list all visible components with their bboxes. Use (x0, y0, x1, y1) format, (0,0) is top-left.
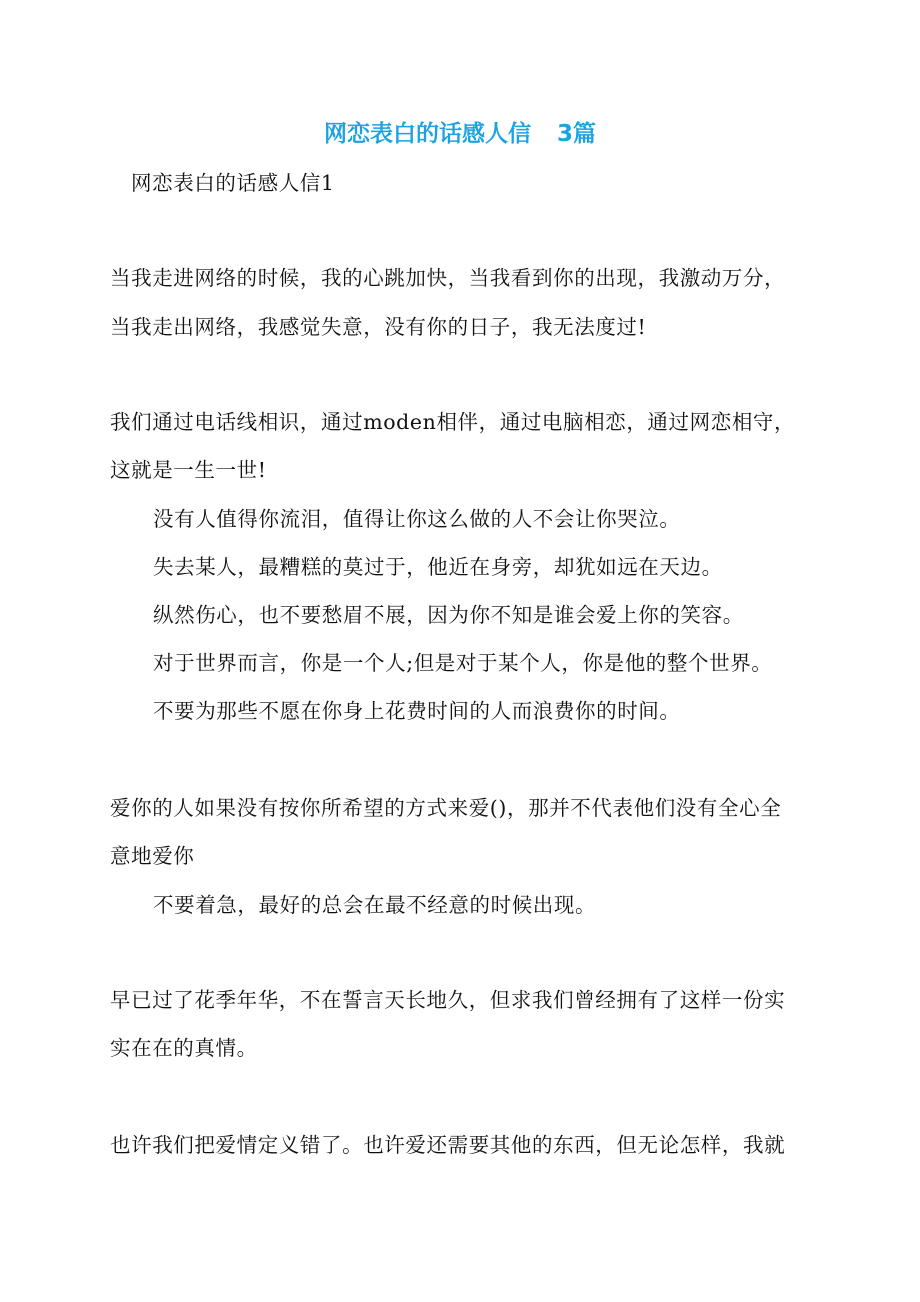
paragraph-line: 意地爱你 (110, 844, 195, 868)
paragraph-line: 实在在的真情。 (110, 1036, 258, 1060)
paragraph-line: 不要着急，最好的总会在最不经意的时候出现。 (153, 893, 597, 917)
paragraph-line: 早已过了花季年华，不在誓言天长地久，但求我们曾经拥有了这样一份实 (110, 988, 786, 1012)
paragraph-line: 我们通过电话线相识，通过moden相伴，通过电脑相恋，通过网恋相守， (110, 410, 796, 434)
document-title (0, 120, 920, 148)
paragraph-line: 当我走进网络的时候，我的心跳加快，当我看到你的出现，我激动万分， (110, 266, 786, 290)
title-count: 3篇 (556, 121, 596, 147)
paragraph-line: 对于世界而言，你是一个人;但是对于某个人，你是他的整个世界。 (153, 651, 773, 675)
paragraph-line: 也许我们把爱情定义错了。也许爱还需要其他的东西，但无论怎样，我就 (110, 1133, 786, 1157)
paragraph-line: 失去某人，最糟糕的莫过于，他近在身旁，却犹如远在天边。 (153, 555, 723, 579)
paragraph-line: 当我走出网络，我感觉失意，没有你的日子，我无法度过! (110, 315, 647, 339)
title-text: 网恋表白的话感人信 (323, 121, 531, 147)
paragraph-line: 这就是一生一世! (110, 458, 267, 482)
paragraph-line: 不要为那些不愿在你身上花费时间的人而浪费你的时间。 (153, 699, 681, 723)
paragraph-line: 纵然伤心，也不要愁眉不展，因为你不知是谁会爱上你的笑容。 (153, 603, 744, 627)
paragraph-line: 没有人值得你流泪，值得让你这么做的人不会让你哭泣。 (153, 507, 681, 531)
paragraph-line: 爱你的人如果没有按你所希望的方式来爱()，那并不代表他们没有全心全 (110, 796, 782, 820)
section-heading: 网恋表白的话感人信1 (131, 171, 335, 195)
